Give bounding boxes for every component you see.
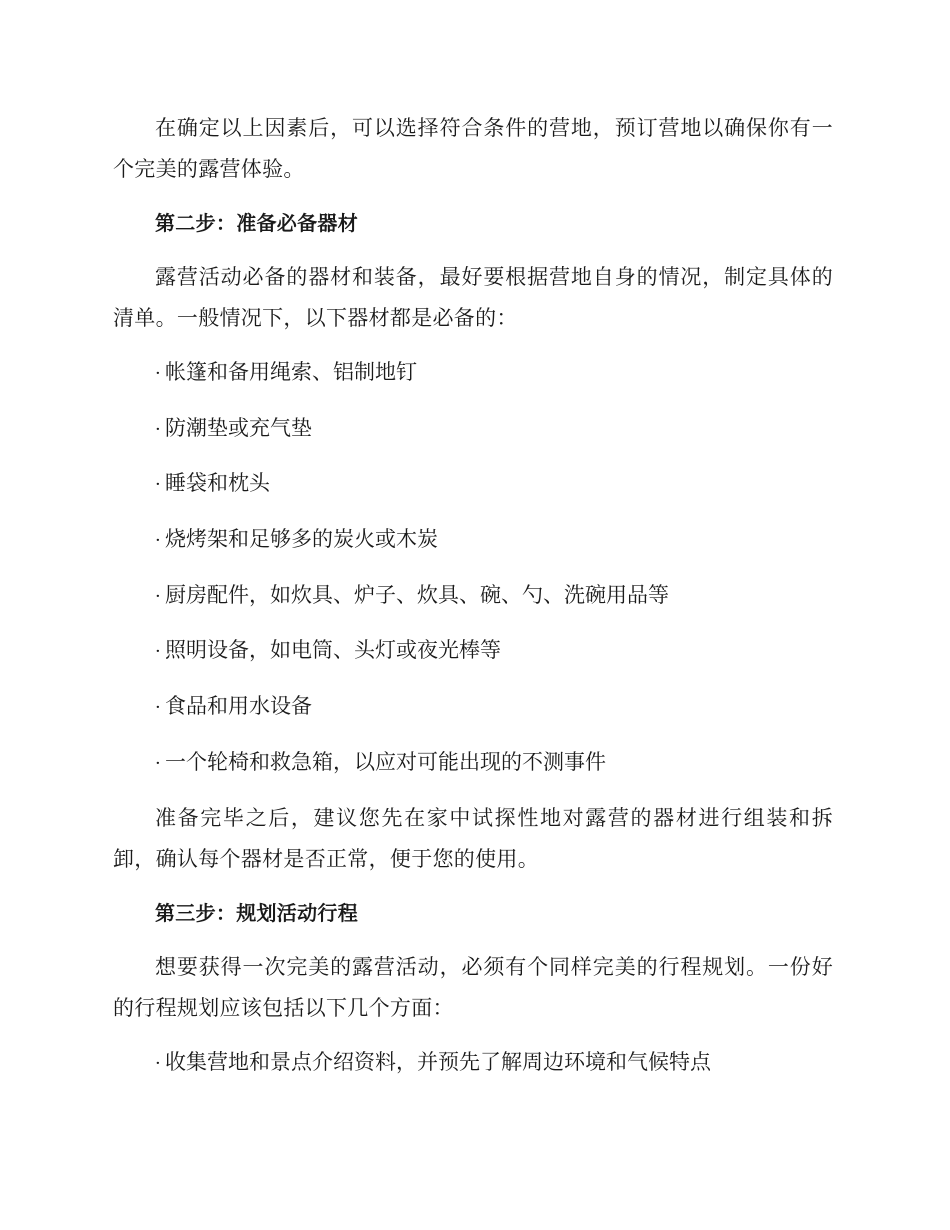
bullet-icon: ·: [155, 697, 161, 719]
bullet-icon: ·: [155, 585, 161, 607]
bullet-icon: ·: [155, 641, 161, 663]
list-item: [155, 742, 833, 784]
bullet-icon: ·: [155, 474, 161, 496]
step2-after-paragraph: 准备完毕之后，建议您先在家中试探性地对露营的器材进行组装和拆卸，确认每个器材是否正常，便于您的使用。: [113, 805, 833, 871]
list-item-text: 一个轮椅和救急箱，以应对可能出现的不测事件: [165, 749, 606, 774]
list-item: [155, 630, 833, 672]
list-item: [155, 408, 833, 450]
list-item: [155, 463, 833, 505]
document-body: [113, 108, 833, 1097]
list-item-text: 收集营地和景点介绍资料，并预先了解周边环境和气候特点: [165, 1049, 711, 1074]
bullet-icon: ·: [155, 418, 161, 440]
list-item: [155, 575, 833, 617]
list-item-text: 照明设备，如电筒、头灯或夜光棒等: [165, 638, 501, 663]
list-item: [155, 519, 833, 561]
list-item-text: 烧烤架和足够多的炭火或木炭: [165, 527, 438, 552]
step2-paragraph: 露营活动必备的器材和装备，最好要根据营地自身的情况，制定具体的清单。一般情况下，以下器材都是必备的：: [113, 265, 833, 330]
intro-paragraph: 在确定以上因素后，可以选择符合条件的营地，预订营地以确保你有一个完美的露营体验。: [113, 116, 833, 181]
bullet-icon: ·: [155, 1052, 161, 1074]
list-item: [155, 352, 833, 394]
step2-heading: 第二步：准备必备器材: [155, 211, 358, 235]
list-item-text: 防潮垫或充气垫: [165, 415, 312, 440]
equipment-list: [113, 352, 833, 784]
list-item-text: 睡袋和枕头: [165, 471, 270, 496]
list-item-text: 厨房配件，如炊具、炉子、炊具、碗、勺、洗碗用品等: [165, 582, 669, 607]
step3-paragraph: 想要获得一次完美的露营活动，必须有个同样完美的行程规划。一份好的行程规划应该包括以下几个方面：: [113, 954, 833, 1020]
bullet-icon: ·: [155, 752, 161, 774]
plan-list: [113, 1042, 833, 1084]
list-item-text: 食品和用水设备: [165, 694, 312, 719]
list-item: [155, 686, 833, 728]
bullet-icon: ·: [155, 363, 161, 384]
list-item: [155, 1042, 833, 1084]
bullet-icon: ·: [155, 530, 161, 552]
step3-heading: 第三步：规划活动行程: [155, 900, 358, 925]
list-item-text: 帐篷和备用绳索、铝制地钉: [165, 360, 417, 384]
